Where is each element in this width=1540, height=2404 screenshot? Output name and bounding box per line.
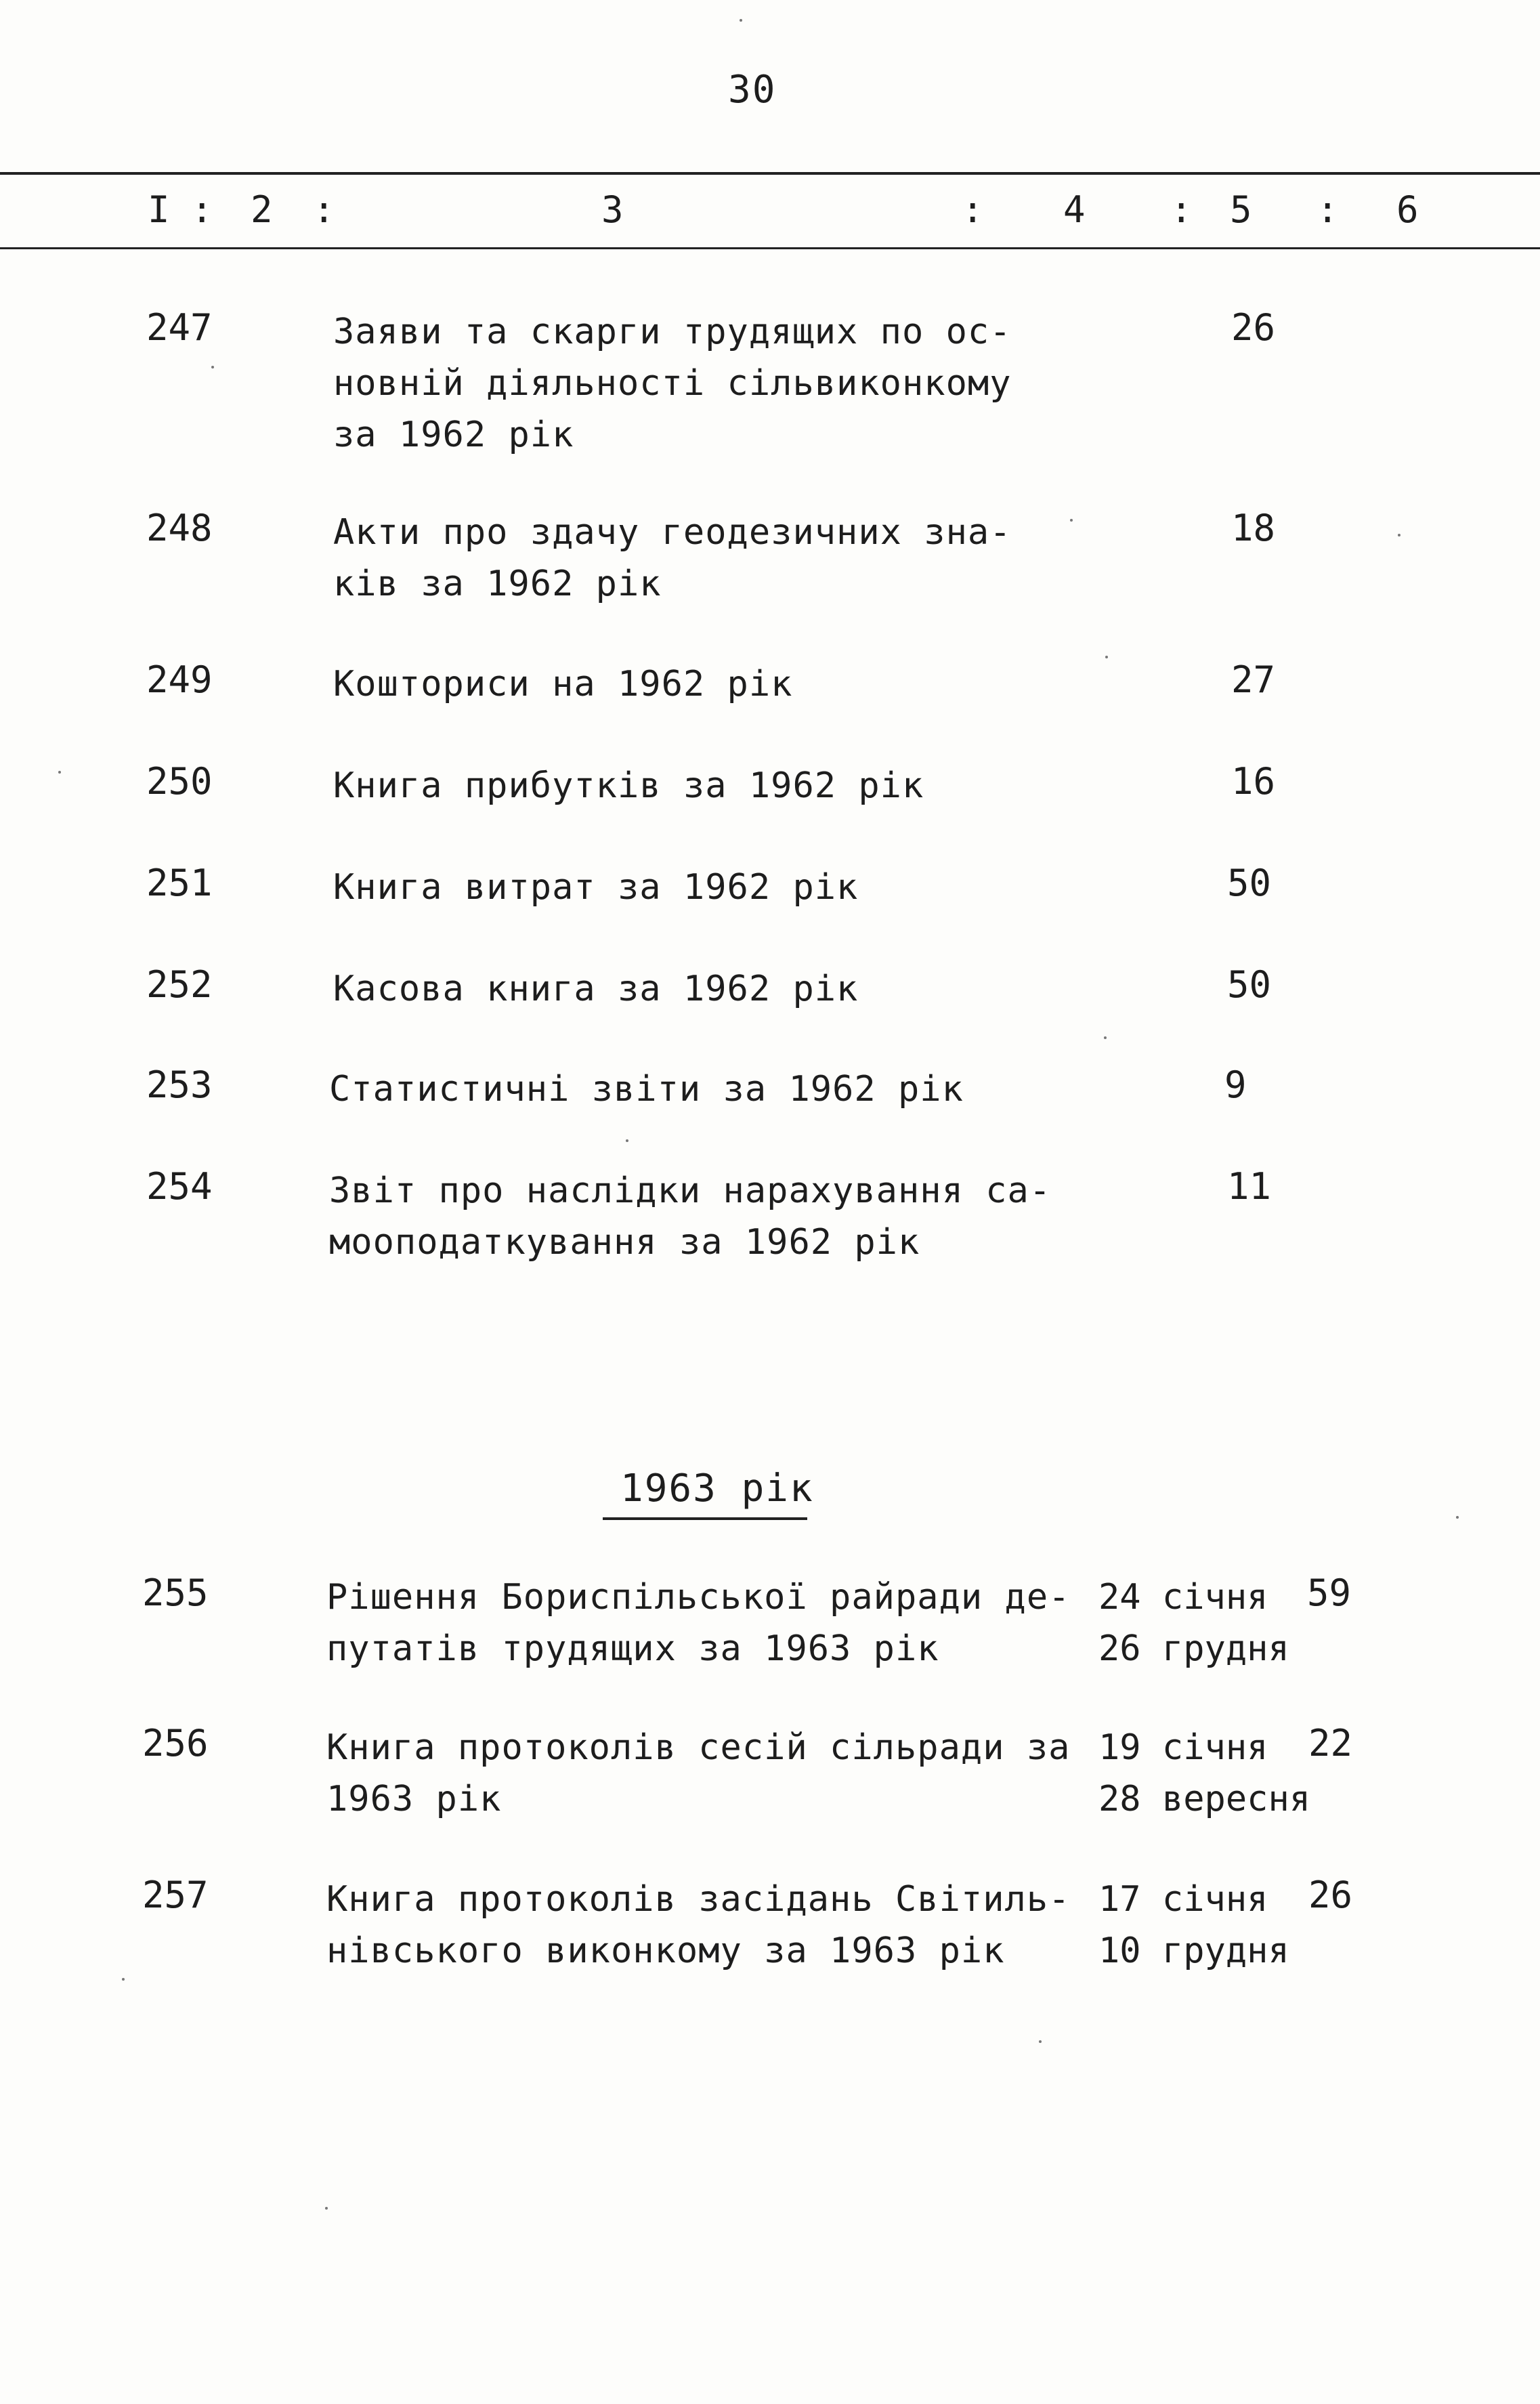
row-number: 252 <box>146 963 213 1006</box>
row-description: Рішення Бориспільської райради де- путатів трудящих за 1963 рік <box>326 1577 1071 1669</box>
row-number: 248 <box>146 507 213 549</box>
row-dates: 24 січня 26 грудня <box>1098 1577 1289 1669</box>
row-number: 257 <box>142 1874 209 1916</box>
column-separator: : <box>1170 188 1193 231</box>
row-number: 251 <box>146 862 213 904</box>
row-number: 256 <box>142 1722 209 1765</box>
row-description: Книга витрат за 1962 рік <box>333 867 859 908</box>
section-title: 1963 рік <box>620 1467 814 1511</box>
row-sheet-count: 22 <box>1308 1722 1353 1765</box>
row-sheet-count: 16 <box>1231 760 1276 803</box>
page-number: 30 <box>728 68 777 112</box>
scan-speck <box>211 366 214 368</box>
column-header-4: 4 <box>1063 188 1086 231</box>
scan-speck <box>325 2207 328 2210</box>
row-sheet-count: 9 <box>1224 1063 1247 1106</box>
row-description: Книга протоколів засідань Світиль- нівського виконкому за 1963 рік <box>326 1879 1071 1971</box>
column-separator: : <box>962 188 984 231</box>
scan-speck <box>1070 519 1073 522</box>
scan-speck <box>1105 656 1108 658</box>
scan-speck <box>740 19 742 22</box>
row-sheet-count: 50 <box>1227 963 1272 1006</box>
row-sheet-count: 18 <box>1231 507 1276 549</box>
column-separator: : <box>191 188 213 231</box>
header-bottom-rule <box>0 247 1540 249</box>
scan-speck <box>1456 1516 1459 1519</box>
row-sheet-count: 50 <box>1227 862 1272 904</box>
row-sheet-count: 59 <box>1307 1572 1352 1614</box>
header-top-rule <box>0 172 1540 175</box>
row-dates: 19 січня 28 вересня <box>1098 1727 1311 1819</box>
row-number: 247 <box>146 306 213 349</box>
column-separator: : <box>313 188 335 231</box>
scan-speck <box>58 771 61 774</box>
row-number: 254 <box>146 1165 213 1208</box>
scan-speck <box>1398 534 1400 536</box>
row-description: Книга протоколів сесій сільради за 1963 рік <box>326 1727 1071 1819</box>
row-sheet-count: 26 <box>1308 1874 1353 1916</box>
row-description: Кошториси на 1962 рік <box>333 664 793 704</box>
row-description: Заяви та скарги трудящих по ос- новній діяльності сільвиконкому за 1962 рік <box>333 312 1012 455</box>
column-separator: : <box>1317 188 1339 231</box>
scan-speck <box>1039 2040 1042 2043</box>
row-description: Книга прибутків за 1962 рік <box>333 765 924 806</box>
row-description: Статистичні звіти за 1962 рік <box>329 1069 964 1110</box>
column-header-3: 3 <box>601 188 624 231</box>
row-number: 250 <box>146 760 213 803</box>
row-sheet-count: 11 <box>1227 1165 1272 1208</box>
row-number: 249 <box>146 658 213 701</box>
row-description: Акти про здачу геодезичних зна- ків за 1962 рік <box>333 512 1012 604</box>
row-number: 253 <box>146 1063 213 1106</box>
row-description: Звіт про наслідки нарахування са- мооподаткування за 1962 рік <box>329 1171 1052 1263</box>
section-title-underline <box>603 1517 807 1520</box>
scan-speck <box>122 1978 125 1981</box>
row-dates: 17 січня 10 грудня <box>1098 1879 1289 1971</box>
row-sheet-count: 26 <box>1231 306 1276 349</box>
row-description: Касова книга за 1962 рік <box>333 969 859 1009</box>
column-header-5: 5 <box>1230 188 1252 231</box>
column-header-1: I <box>148 188 170 231</box>
column-header-6: 6 <box>1396 188 1419 231</box>
row-number: 255 <box>142 1572 209 1614</box>
scan-speck <box>1104 1036 1107 1039</box>
row-sheet-count: 27 <box>1231 658 1276 701</box>
column-header-2: 2 <box>251 188 273 231</box>
scan-speck <box>626 1139 628 1142</box>
